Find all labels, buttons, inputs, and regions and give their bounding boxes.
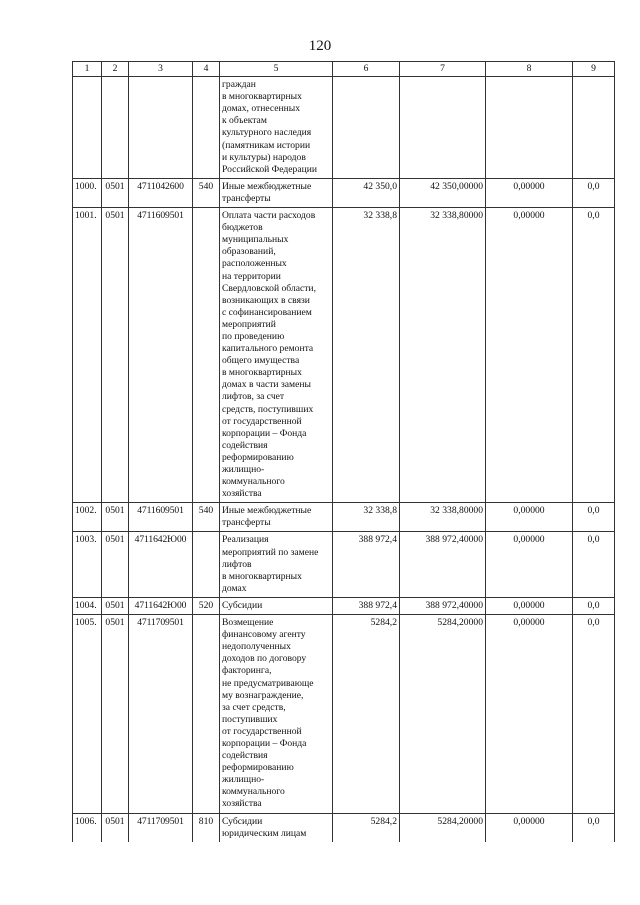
column-header: 1 <box>73 62 102 77</box>
item-name: Иные межбюджетные трансферты <box>220 178 333 207</box>
amount-cell: 388 972,4 <box>333 597 400 614</box>
row-number <box>73 77 102 179</box>
column-header: 2 <box>102 62 129 77</box>
amount-cell: 5284,2 <box>333 813 400 842</box>
section-code: 0501 <box>102 178 129 207</box>
section-code: 0501 <box>102 503 129 532</box>
table-row <box>73 178 615 207</box>
item-name: Субсидии <box>220 597 333 614</box>
column-header: 7 <box>400 62 486 77</box>
amount-cell <box>400 77 486 179</box>
expense-type <box>193 208 220 503</box>
expense-type: 540 <box>193 178 220 207</box>
expense-type <box>193 532 220 597</box>
amount-cell: 0,00000 <box>486 532 573 597</box>
target-code: 4711642Ю00 <box>129 597 193 614</box>
row-number: 1000. <box>73 178 102 207</box>
amount-cell: 32 338,80000 <box>400 503 486 532</box>
amount-cell: 388 972,40000 <box>400 597 486 614</box>
table-row <box>73 77 615 179</box>
amount-cell: 5284,20000 <box>400 615 486 814</box>
amount-cell: 0,0 <box>573 615 615 814</box>
target-code: 4711709501 <box>129 813 193 842</box>
target-code: 4711709501 <box>129 615 193 814</box>
section-code: 0501 <box>102 532 129 597</box>
expense-type: 540 <box>193 503 220 532</box>
amount-cell: 32 338,80000 <box>400 208 486 503</box>
amount-cell <box>333 77 400 179</box>
amount-cell: 0,0 <box>573 532 615 597</box>
section-code: 0501 <box>102 615 129 814</box>
amount-cell: 0,0 <box>573 503 615 532</box>
amount-cell: 0,0 <box>573 597 615 614</box>
amount-cell: 0,0 <box>573 178 615 207</box>
section-code: 0501 <box>102 208 129 503</box>
amount-cell: 0,00000 <box>486 503 573 532</box>
expense-type <box>193 77 220 179</box>
amount-cell: 0,00000 <box>486 813 573 842</box>
section-code: 0501 <box>102 813 129 842</box>
table-row <box>73 532 615 597</box>
table-row <box>73 597 615 614</box>
amount-cell <box>573 77 615 179</box>
amount-cell: 32 338,8 <box>333 503 400 532</box>
item-name: Оплата части расходов бюджетов муниципальных образований, расположенных на территории Свердловской области, возникающих в связи с софинансированием мероприятий по проведению капитального ремонта общего имущества в многоквартирных домах в части замены лифтов, за счет средств, поступивших от государственной корпорации – Фонда содействия реформированию жилищно- коммунального хозяйства <box>220 208 333 503</box>
expense-type: 810 <box>193 813 220 842</box>
item-name: Иные межбюджетные трансферты <box>220 503 333 532</box>
table-row <box>73 208 615 503</box>
budget-table <box>72 61 615 842</box>
amount-cell: 5284,20000 <box>400 813 486 842</box>
target-code: 4711609501 <box>129 208 193 503</box>
amount-cell: 388 972,40000 <box>400 532 486 597</box>
amount-cell: 42 350,00000 <box>400 178 486 207</box>
table-row <box>73 503 615 532</box>
section-code <box>102 77 129 179</box>
item-name: Возмещение финансовому агенту недополученных доходов по договору факторинга, не предусматривающе му вознаграждение, за счет средств, поступивших от государственной корпорации – Фонда содействия реформированию жилищно- коммунального хозяйства <box>220 615 333 814</box>
target-code: 4711642Ю00 <box>129 532 193 597</box>
column-header: 6 <box>333 62 400 77</box>
amount-cell: 388 972,4 <box>333 532 400 597</box>
page-number: 120 <box>308 38 332 54</box>
amount-cell: 5284,2 <box>333 615 400 814</box>
amount-cell: 42 350,0 <box>333 178 400 207</box>
item-name: Субсидии юридическим лицам <box>220 813 333 842</box>
row-number: 1003. <box>73 532 102 597</box>
amount-cell: 0,00000 <box>486 208 573 503</box>
row-number: 1004. <box>73 597 102 614</box>
item-name: Реализация мероприятий по замене лифтов в многоквартирных домах <box>220 532 333 597</box>
expense-type: 520 <box>193 597 220 614</box>
column-header: 9 <box>573 62 615 77</box>
target-code <box>129 77 193 179</box>
column-header: 8 <box>486 62 573 77</box>
amount-cell: 0,00000 <box>486 615 573 814</box>
column-header: 3 <box>129 62 193 77</box>
item-name: граждан в многоквартирных домах, отнесенных к объектам культурного наследия (памятникам истории и культуры) народов Российской Федерации <box>220 77 333 179</box>
amount-cell: 0,0 <box>573 208 615 503</box>
table-row <box>73 615 615 814</box>
row-number: 1002. <box>73 503 102 532</box>
header-row <box>73 62 615 77</box>
column-header: 4 <box>193 62 220 77</box>
target-code: 4711042600 <box>129 178 193 207</box>
row-number: 1005. <box>73 615 102 814</box>
amount-cell: 32 338,8 <box>333 208 400 503</box>
column-header: 5 <box>220 62 333 77</box>
section-code: 0501 <box>102 597 129 614</box>
row-number: 1006. <box>73 813 102 842</box>
amount-cell <box>486 77 573 179</box>
row-number: 1001. <box>73 208 102 503</box>
target-code: 4711609501 <box>129 503 193 532</box>
expense-type <box>193 615 220 814</box>
table-row <box>73 813 615 842</box>
amount-cell: 0,0 <box>573 813 615 842</box>
amount-cell: 0,00000 <box>486 178 573 207</box>
amount-cell: 0,00000 <box>486 597 573 614</box>
